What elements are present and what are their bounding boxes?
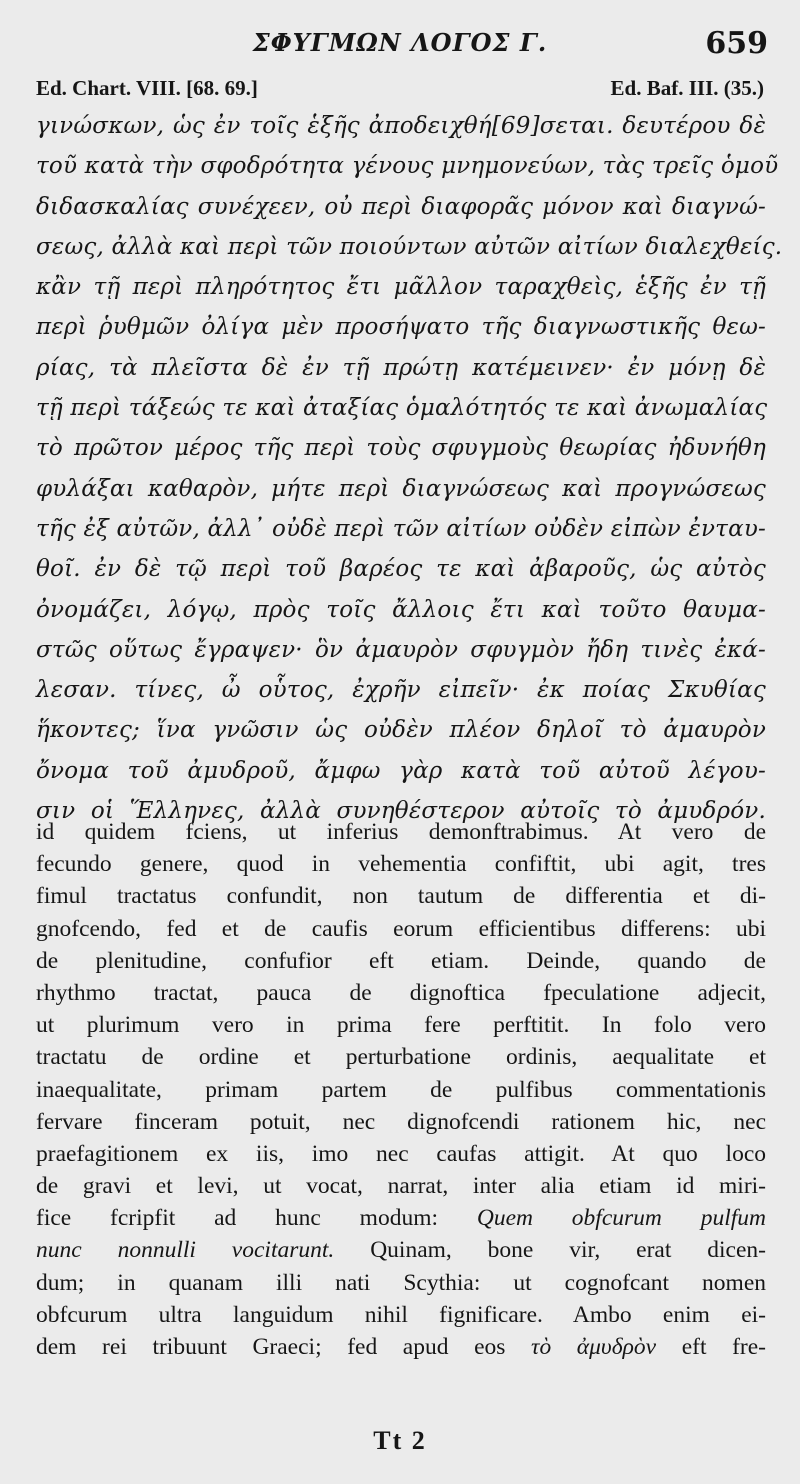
latin-line-text: Quinam, bone vir, erat dicen- (370, 1237, 766, 1264)
greek-line: λεσαν. τίνες, ὦ οὗτος, ἐχρῆν εἰπεῖν· ἐκ ποίας Σκυθίας (36, 677, 766, 704)
latin-line: inaequalitate, primam partem de pulfibus commentationis (36, 1076, 766, 1103)
greek-line: θοῖ. ἐν δὲ τῷ περὶ τοῦ βαρέος τε καὶ ἀβαροῦς, ὡς αὐτὸς (36, 556, 766, 583)
latin-line (36, 1331, 766, 1363)
latin-line: rhythmo tractat, pauca de dignoftica fpeculatione adjecit, (36, 979, 766, 1006)
latin-text-block (36, 816, 766, 1363)
greek-line: στῶς οὕτως ἔγραψεν· ὃν ἀμαυρὸν σφυγμὸν ἤδη τινὲς ἐκά- (36, 636, 766, 663)
latin-line-text: fice fcripfit ad hunc modum: (36, 1205, 438, 1232)
latin-line: fervare finceram potuit, nec dignofcendi rationem hic, nec (36, 1108, 766, 1135)
latin-line: dum; in quanam illi nati Scythia: ut cognofcant nomen (36, 1269, 766, 1296)
latin-line: fecundo genere, quod in vehementia confiftit, ubi agit, tres (36, 851, 766, 878)
greek-line: ὀνομάζει, λόγῳ, πρὸς τοῖς ἄλλοις ἔτι καὶ τοῦτο θαυμα- (36, 596, 766, 623)
greek-line: διδασκαλίας συνέχεεν, οὐ περὶ διαφορᾶς μόνον καὶ διαγνώ- (36, 193, 766, 220)
latin-line: fimul tractatus confundit, non tautum de differentia et di- (36, 883, 766, 910)
latin-line: id quidem fciens, ut inferius demonftrabimus. At vero de (36, 819, 766, 845)
signature-mark: Tt 2 (373, 1426, 427, 1455)
running-title: ΣΦΥΓΜΩΝ ΛΟΓΟΣ Γ. (252, 28, 548, 57)
latin-line: tractatu de ordine et perturbatione ordinis, aequalitate et (36, 1044, 766, 1071)
greek-line: ὄνομα τοῦ ἀμυδροῦ, ἄμφω γὰρ κατὰ τοῦ αὐτοῦ λέγου- (36, 757, 766, 784)
greek-line: φυλάξαι καθαρὸν, μήτε περὶ διαγνώσεως καὶ προγνώσεως (36, 475, 766, 502)
greek-line: τῇ περὶ τάξεώς τε καὶ ἀταξίας ὁμαλότητός τε καὶ ἀνωμαλίας (36, 395, 768, 422)
greek-line: τοῦ κατὰ τὴν σφοδρότητα γένους μνημονεύων, τὰς τρεῖς ὁμοῦ (36, 153, 779, 180)
latin-line (36, 1202, 766, 1234)
greek-text-block (36, 106, 783, 831)
greek-line: τὸ πρῶτον μέρος τῆς περὶ τοὺς σφυγμοὺς θεωρίας ἠδυνήθη (36, 435, 766, 462)
latin-line (36, 1234, 766, 1266)
latin-line-text: eft fre- (681, 1334, 766, 1360)
edition-reference-basel: Ed. Baf. III. (35.) (610, 76, 764, 100)
latin-quotation: Quem obfcurum pulfum (476, 1205, 766, 1232)
latin-line: praefagitionem ex iis, imo nec caufas attigit. At quo loco (36, 1140, 766, 1167)
greek-line: σιν οἱ Ἕλληνες, ἀλλὰ συνηθέστερον αὐτοῖς τὸ ἀμυδρόν. (36, 798, 766, 825)
greek-line: ἥκοντες; ἵνα γνῶσιν ὡς οὐδὲν πλέον δηλοῖ τὸ ἀμαυρὸν (36, 717, 766, 744)
greek-inline-term: τὸ ἀμυδρὸν (531, 1334, 657, 1360)
latin-line: ut plurimum vero in prima fere perftitit. In folo vero (36, 1012, 766, 1039)
page-number: 659 (705, 26, 768, 61)
greek-line: ρίας, τὰ πλεῖστα δὲ ἐν τῇ πρώτῃ κατέμεινεν· ἐν μόνῃ δὲ (36, 354, 766, 381)
latin-line: gnofcendo, fed et de caufis eorum efficientibus differens: ubi (36, 915, 766, 942)
latin-line-text: dem rei tribuunt Graeci; fed apud eos (36, 1334, 506, 1360)
edition-reference-chartier: Ed. Chart. VIII. [68. 69.] (36, 76, 258, 100)
latin-line: obfcurum ultra languidum nihil fignificare. Ambo enim ei- (36, 1301, 766, 1328)
latin-line: de gravi et levi, ut vocat, narrat, inter alia etiam id miri- (36, 1173, 766, 1200)
latin-quotation: nunc nonnulli vocitarunt. (36, 1237, 335, 1264)
greek-line: τῆς ἐξ αὐτῶν, ἀλλ᾽ οὐδὲ περὶ τῶν αἰτίων οὐδὲν εἰπὼν ἐνταυ- (36, 515, 766, 542)
greek-line: σεως, ἀλλὰ καὶ περὶ τῶν ποιούντων αὐτῶν αἰτίων διαλεχθείς. (36, 233, 783, 260)
greek-line: κἂν τῇ περὶ πληρότητος ἔτι μᾶλλον ταραχθεὶς, ἑξῆς ἐν τῇ (36, 274, 766, 301)
greek-line: γινώσκων, ὡς ἐν τοῖς ἑξῆς ἀποδειχθή[69]σεται. δευτέρου δὲ (36, 113, 766, 139)
latin-line: de plenitudine, confufior eft etiam. Deinde, quando de (36, 947, 766, 974)
greek-line: περὶ ῥυθμῶν ὀλίγα μὲν προσήψατο τῆς διαγνωστικῆς θεω- (36, 314, 766, 341)
